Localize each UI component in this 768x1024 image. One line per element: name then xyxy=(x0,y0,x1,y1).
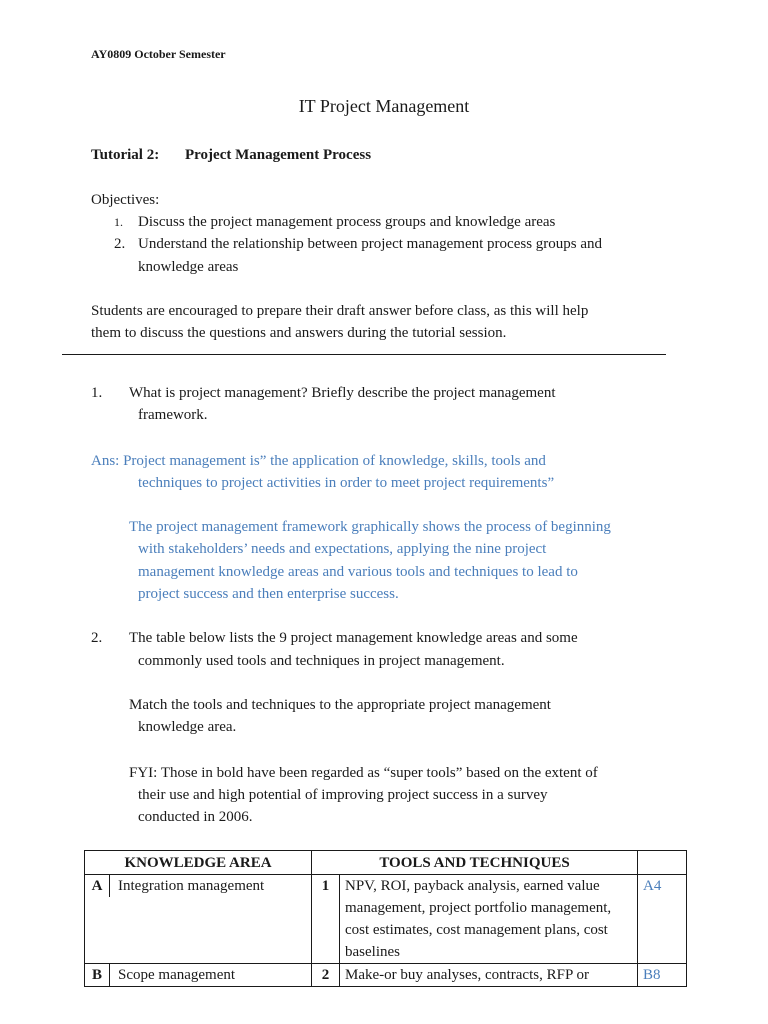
area-name: Scope management xyxy=(118,967,236,983)
match-answer: A4 xyxy=(638,875,687,964)
horizontal-divider xyxy=(62,354,666,355)
objective-text-continued: knowledge areas xyxy=(138,259,239,275)
fyi-note: FYI: Those in bold have been regarded as “super tools” based on the extent of xyxy=(129,765,598,781)
match-instruction-continued: knowledge area. xyxy=(138,719,237,735)
question-text-continued: framework. xyxy=(138,407,208,423)
tutorial-title: Project Management Process xyxy=(185,147,372,163)
question-text-continued: commonly used tools and techniques in project management. xyxy=(138,653,505,669)
tool-description: Make-or buy analyses, contracts, RFP or xyxy=(340,964,638,987)
answer-paragraph-line: management knowledge areas and various tools and techniques to lead to xyxy=(138,564,578,580)
match-instruction: Match the tools and techniques to the appropriate project management xyxy=(129,697,551,713)
area-letter: A xyxy=(85,875,110,897)
answer-paragraph-line: with stakeholders’ needs and expectations, applying the nine project xyxy=(138,541,547,557)
match-answer: B8 xyxy=(638,964,687,987)
question-text: The table below lists the 9 project management knowledge areas and some xyxy=(129,630,578,646)
document-title: IT Project Management xyxy=(298,96,470,116)
semester-header: AY0809 October Semester xyxy=(91,47,226,61)
answer-paragraph-line: The project management framework graphically shows the process of beginning xyxy=(129,519,611,535)
objectives-heading: Objectives: xyxy=(91,192,160,208)
objective-text: Understand the relationship between project management process groups and xyxy=(138,236,603,252)
area-letter: B xyxy=(85,964,110,986)
header-knowledge-area: KNOWLEDGE AREA xyxy=(85,851,312,875)
question-number: 2. xyxy=(91,630,103,646)
fyi-note-continued: their use and high potential of improving project success in a survey xyxy=(138,787,548,803)
intro-line: them to discuss the questions and answers during the tutorial session. xyxy=(91,325,507,341)
tutorial-label: Tutorial 2: xyxy=(91,147,160,163)
header-tools-techniques: TOOLS AND TECHNIQUES xyxy=(312,851,638,875)
area-name: Integration management xyxy=(118,878,265,894)
knowledge-area-cell xyxy=(85,875,312,964)
intro-line: Students are encouraged to prepare their draft answer before class, as this will help xyxy=(91,303,589,319)
tool-number: 1 xyxy=(312,875,340,964)
question-text: What is project management? Briefly describe the project management xyxy=(129,385,556,401)
answer-text-continued: techniques to project activities in order to meet project requirements” xyxy=(138,475,555,491)
answer-paragraph-line: project success and then enterprise success. xyxy=(138,586,399,602)
objective-text: Discuss the project management process groups and knowledge areas xyxy=(138,214,556,230)
table-row xyxy=(85,875,687,964)
knowledge-area-table xyxy=(84,850,687,987)
objective-number: 1. xyxy=(114,215,123,229)
table-row xyxy=(85,964,687,987)
table-header-row xyxy=(85,851,687,875)
question-number: 1. xyxy=(91,385,103,401)
tool-number: 2 xyxy=(312,964,340,987)
fyi-note-continued: conducted in 2006. xyxy=(138,809,253,825)
answer-text: Ans: Project management is” the application of knowledge, skills, tools and xyxy=(91,453,546,469)
tool-description: NPV, ROI, payback analysis, earned value management, project portfolio management, cost estimates, cost management plans, cost baselines xyxy=(340,875,638,964)
objective-number: 2. xyxy=(114,236,126,252)
knowledge-area-cell xyxy=(85,964,312,987)
header-match xyxy=(638,851,687,875)
